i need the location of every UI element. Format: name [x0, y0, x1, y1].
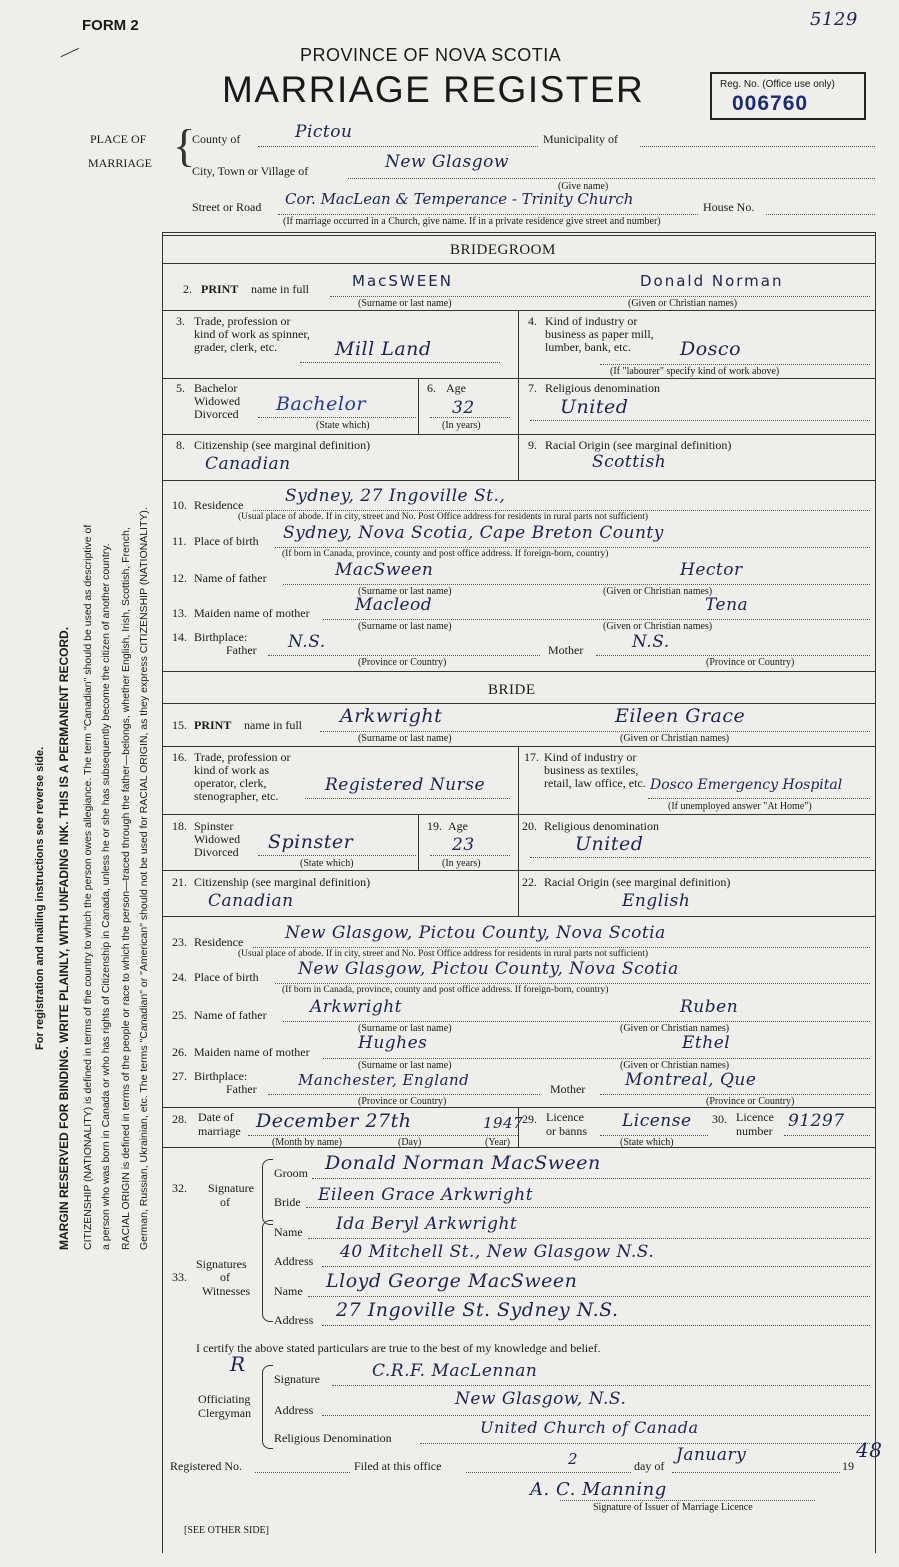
field-21-label: Citizenship (see marginal definition) [194, 875, 371, 889]
groom-birthplace: Sydney, Nova Scotia, Cape Breton County [283, 523, 664, 543]
province-caption: (Province or Country) [706, 657, 795, 668]
field-15-label: name in full [244, 718, 302, 732]
field-33-label-3: Witnesses [202, 1284, 251, 1298]
field-5-number: 5. [176, 381, 185, 395]
field-14-father-label: Father [226, 643, 257, 657]
field-25-label: Name of father [194, 1008, 267, 1022]
clergy-signature-label: Signature [274, 1372, 320, 1386]
field-29-number: 29. [522, 1112, 537, 1126]
groom-age: 32 [452, 398, 475, 418]
field-28-label-1: Date of [198, 1110, 234, 1124]
age-caption: (In years) [442, 420, 481, 431]
registered-label: Registered No. [170, 1459, 242, 1473]
birthplace-caption: (If born in Canada, province, county and post office address. If foreign-born, country) [282, 549, 609, 559]
field-24-number: 24. [172, 970, 187, 984]
field-3-label: Trade, profession or kind of work as spinner, grader, clerk, etc. [194, 314, 310, 354]
bride-industry: Dosco Emergency Hospital [650, 777, 843, 793]
groom-mother-birthplace: N.S. [632, 632, 670, 652]
field-33-number: 33. [172, 1270, 187, 1284]
day-of-label: day of [634, 1459, 665, 1473]
filed-month: January [676, 1445, 747, 1465]
margin-line-3: CITIZENSHIP (NATIONALITY) is defined in terms of the country to which the person owes allegiance. The term "Canadian" should be used as descriptive of [82, 524, 94, 1250]
bride-mother-surname: Hughes [358, 1033, 428, 1053]
certify-text: I certify the above stated particulars are true to the best of my knowledge and belief. [196, 1341, 601, 1355]
bride-father-birthplace: Manchester, England [298, 1071, 470, 1089]
field-15-number: 15. [172, 718, 187, 732]
field-19-number: 19. [427, 819, 442, 833]
municipality-label: Municipality of [543, 132, 618, 146]
field-32-label-1: Signature [208, 1181, 254, 1195]
groom-father-surname: MacSween [335, 560, 434, 580]
field-23-number: 23. [172, 935, 187, 949]
field-6-label: Age [446, 381, 466, 395]
field-3-number: 3. [176, 314, 185, 328]
denomination-label: Religious Denomination [274, 1431, 392, 1445]
field-14-label: Birthplace: [194, 630, 248, 644]
groom-citizenship: Canadian [205, 454, 291, 474]
place-label-1: PLACE OF [90, 132, 147, 146]
surname-caption: (Surname or last name) [358, 1023, 452, 1034]
witness-brace [262, 1220, 273, 1322]
field-22-label: Racial Origin (see marginal definition) [544, 875, 731, 889]
given-caption: (Given or Christian names) [603, 621, 713, 632]
bride-surname: Arkwright [340, 705, 443, 727]
bride-citizenship: Canadian [208, 891, 294, 911]
field-27-father-label: Father [226, 1082, 257, 1096]
field-18-number: 18. [172, 819, 187, 833]
witness-2-name-label: Name [274, 1284, 303, 1298]
page-title: MARRIAGE REGISTER [222, 69, 645, 110]
field-12-label: Name of father [194, 571, 267, 585]
field-23-label: Residence [194, 935, 244, 949]
province-caption: (Province or Country) [358, 657, 447, 668]
witness-1-address: 40 Mitchell St., New Glasgow N.S. [340, 1242, 655, 1262]
field-22-number: 22. [522, 875, 537, 889]
bride-birthplace: New Glasgow, Pictou County, Nova Scotia [298, 959, 679, 979]
witness-2-address: 27 Ingoville St. Sydney N.S. [336, 1299, 619, 1321]
groom-mother-given: Tena [705, 595, 749, 615]
field-29-label-1: Licence [546, 1110, 584, 1124]
field-6-number: 6. [427, 381, 436, 395]
field-29-label-2: or banns [546, 1124, 587, 1138]
field-28-number: 28. [172, 1112, 187, 1126]
field-27-number: 27. [172, 1069, 187, 1083]
field-13-number: 13. [172, 606, 187, 620]
field-16-number: 16. [172, 750, 187, 764]
given-caption: (Given or Christian names) [628, 298, 738, 309]
field-13-label: Maiden name of mother [194, 606, 310, 620]
field-2-print: PRINT [201, 282, 239, 296]
county-label: County of [192, 132, 241, 146]
residence-caption: (Usual place of abode. If in city, street and No. Post Office address for residents in rural parts not sufficient) [238, 512, 649, 522]
corner-mark [61, 48, 80, 58]
bridegroom-heading: BRIDEGROOM [450, 242, 556, 258]
bride-mother-birthplace: Montreal, Que [625, 1070, 757, 1090]
corner-number: 5129 [810, 9, 858, 30]
issuer-signature: A. C. Manning [530, 1479, 667, 1500]
field-14-mother-label: Mother [548, 643, 584, 657]
field-17-number: 17. [524, 750, 539, 764]
bride-given: Eileen Grace [615, 705, 746, 727]
bride-father-surname: Arkwright [310, 997, 402, 1017]
margin-line-1: For registration and mailing instructions see reverse side. [34, 746, 46, 1050]
county-value: Pictou [295, 122, 353, 142]
groom-industry: Dosco [680, 338, 742, 360]
groom-father-birthplace: N.S. [288, 632, 326, 652]
surname-caption: (Surname or last name) [358, 1060, 452, 1071]
groom-mother-surname: Macleod [355, 595, 433, 615]
bride-trade: Registered Nurse [325, 775, 486, 795]
field-33-label-2: of [220, 1270, 230, 1284]
street-label: Street or Road [192, 200, 262, 214]
year-caption: (Year) [485, 1137, 511, 1148]
filed-label: Filed at this office [354, 1459, 442, 1473]
field-17-label: Kind of industry or business as textiles, retail, law office, etc. [544, 750, 646, 790]
groom-signature: Donald Norman MacSween [325, 1152, 601, 1174]
field-30-label-1: Licence [736, 1110, 774, 1124]
field-11-label: Place of birth [194, 534, 259, 548]
groom-sig-label: Groom [274, 1166, 308, 1180]
field-15-print: PRINT [194, 718, 232, 732]
day-caption: (Day) [398, 1137, 422, 1148]
given-caption: (Given or Christian names) [603, 586, 713, 597]
field-2-number: 2. [183, 282, 192, 296]
province-heading: PROVINCE OF NOVA SCOTIA [300, 45, 562, 65]
filed-day: 2 [568, 1450, 579, 1468]
witness-2-address-label: Address [274, 1313, 314, 1327]
reg-number: 006760 [732, 92, 809, 115]
witness-1-address-label: Address [274, 1254, 314, 1268]
bride-residence: New Glasgow, Pictou County, Nova Scotia [285, 923, 666, 943]
surname-caption: (Surname or last name) [358, 298, 452, 309]
field-4-caption: (If "labourer" specify kind of work above) [610, 366, 780, 377]
groom-father-given: Hector [680, 560, 743, 580]
reg-number-box [710, 72, 866, 120]
groom-trade: Mill Land [335, 338, 432, 360]
give-name-caption: (Give name) [558, 181, 609, 192]
surname-caption: (Surname or last name) [358, 733, 452, 744]
field-2-label: name in full [251, 282, 309, 296]
bride-age: 23 [452, 835, 475, 855]
field-5-label: Bachelor Widowed Divorced [194, 381, 241, 421]
place-label-2: MARRIAGE [88, 156, 153, 170]
field-32-number: 32. [172, 1181, 187, 1195]
field-30-label-2: number [736, 1124, 773, 1138]
clergy-signature: C.R.F. MacLennan [372, 1361, 538, 1381]
clergy-brace [262, 1365, 273, 1449]
field-20-number: 20. [522, 819, 537, 833]
birthplace-caption: (If born in Canada, province, county and post office address. If foreign-born, country) [282, 985, 609, 995]
field-25-number: 25. [172, 1008, 187, 1022]
city-value: New Glasgow [385, 152, 509, 172]
status-caption: (State which) [300, 858, 354, 869]
bride-signature: Eileen Grace Arkwright [318, 1185, 534, 1205]
groom-religion: United [560, 396, 629, 418]
field-30-number: 30. [712, 1112, 727, 1126]
groom-origin: Scottish [592, 452, 667, 472]
age-caption: (In years) [442, 858, 481, 869]
groom-status: Bachelor [276, 393, 367, 415]
field-7-number: 7. [528, 381, 537, 395]
bride-mother-given: Ethel [682, 1033, 731, 1053]
place-brace: { [173, 120, 196, 171]
given-caption: (Given or Christian names) [620, 1023, 730, 1034]
field-17-caption: (If unemployed answer "At Home") [668, 801, 812, 812]
field-4-number: 4. [528, 314, 537, 328]
margin-line-6: German, Russian, Ukrainian, etc. The terms "Canadian" or "American" should not be used for RACIAL ORIGIN, as they express CITIZENSHIP (NATIONALITY). [138, 507, 150, 1250]
field-32-label-2: of [220, 1195, 230, 1209]
clergy-address: New Glasgow, N.S. [455, 1389, 627, 1409]
licence-type: License [622, 1111, 692, 1131]
state-caption: (State which) [620, 1137, 674, 1148]
field-33-label-1: Signatures [196, 1257, 247, 1271]
witness-1-name: Ida Beryl Arkwright [336, 1214, 518, 1234]
status-caption: (State which) [316, 420, 370, 431]
bride-father-given: Ruben [680, 997, 739, 1017]
groom-surname: MacSWEEN [352, 272, 453, 290]
field-9-label: Racial Origin (see marginal definition) [545, 438, 732, 452]
house-label: House No. [703, 200, 755, 214]
field-8-number: 8. [176, 438, 185, 452]
field-27-mother-label: Mother [550, 1082, 586, 1096]
witness-1-name-label: Name [274, 1225, 303, 1239]
clergy-label-2: Clergyman [198, 1406, 252, 1420]
margin-line-5: RACIAL ORIGIN is defined in terms of the people or race to which the person—traced through the father—belongs, whether English, Irish, Scottish, French, [120, 527, 132, 1250]
field-8-label: Citizenship (see marginal definition) [194, 438, 371, 452]
bride-sig-label: Bride [274, 1195, 301, 1209]
field-7-label: Religious denomination [545, 381, 660, 395]
field-24-label: Place of birth [194, 970, 259, 984]
street-caption: (If marriage occurred in a Church, give name. If in a private residence give street and number) [283, 216, 661, 227]
witness-2-name: Lloyd George MacSween [326, 1270, 578, 1292]
signature-brace [262, 1159, 273, 1225]
clergy-mark: R [230, 1352, 246, 1376]
bride-religion: United [575, 833, 644, 855]
field-18-label: Spinster Widowed Divorced [194, 819, 241, 859]
province-caption: (Province or Country) [706, 1096, 795, 1107]
given-caption: (Given or Christian names) [620, 1060, 730, 1071]
licence-number: 91297 [788, 1111, 845, 1131]
year-prefix: 19 [842, 1459, 854, 1473]
see-other-side: [SEE OTHER SIDE] [184, 1525, 269, 1536]
field-19-label: Age [448, 819, 468, 833]
bride-origin: English [622, 891, 691, 911]
field-21-number: 21. [172, 875, 187, 889]
province-caption: (Province or Country) [358, 1096, 447, 1107]
month-caption: (Month by name) [272, 1137, 342, 1148]
issuer-caption: Signature of Issuer of Marriage Licence [593, 1502, 753, 1513]
field-26-number: 26. [172, 1045, 187, 1059]
field-16-label: Trade, profession or kind of work as operator, clerk, stenographer, etc. [194, 750, 291, 803]
field-4-label: Kind of industry or business as paper mill, lumber, bank, etc. [545, 314, 654, 354]
margin-line-4: a person who was born in Canada or who has rights of Citizenship in Canada, unless he or she has subsequently become the citizen of another country. [100, 543, 112, 1250]
field-28-label-2: marriage [198, 1124, 241, 1138]
field-10-label: Residence [194, 498, 244, 512]
field-9-number: 9. [528, 438, 537, 452]
form-label: FORM 2 [82, 17, 139, 34]
clergy-denomination: United Church of Canada [480, 1418, 699, 1437]
surname-caption: (Surname or last name) [358, 586, 452, 597]
field-27-label: Birthplace: [194, 1069, 248, 1083]
margin-line-2: MARGIN RESERVED FOR BINDING. WRITE PLAINLY, WITH UNFADING INK. THIS IS A PERMANENT RECORD. [57, 626, 71, 1250]
street-value: Cor. MacLean & Temperance - Trinity Church [285, 190, 634, 208]
field-12-number: 12. [172, 571, 187, 585]
field-11-number: 11. [172, 534, 187, 548]
marriage-month-day: December 27th [256, 1110, 412, 1132]
given-caption: (Given or Christian names) [620, 733, 730, 744]
residence-caption: (Usual place of abode. If in city, street and No. Post Office address for residents in rural parts not sufficient) [238, 949, 649, 959]
reg-number-label: Reg. No. (Office use only) [720, 79, 835, 90]
bride-status: Spinster [268, 831, 354, 853]
filed-year: 48 [856, 1438, 883, 1462]
groom-given: Donald Norman [640, 272, 784, 290]
city-label: City, Town or Village of [192, 164, 309, 178]
field-26-label: Maiden name of mother [194, 1045, 310, 1059]
marriage-year: 1947 [483, 1114, 524, 1132]
surname-caption: (Surname or last name) [358, 621, 452, 632]
clergy-label-1: Officiating [198, 1392, 251, 1406]
groom-residence: Sydney, 27 Ingoville St., [285, 486, 506, 506]
field-20-label: Religious denomination [544, 819, 659, 833]
clergy-address-label: Address [274, 1403, 314, 1417]
field-10-number: 10. [172, 498, 187, 512]
field-14-number: 14. [172, 630, 187, 644]
bride-heading: BRIDE [488, 682, 536, 698]
